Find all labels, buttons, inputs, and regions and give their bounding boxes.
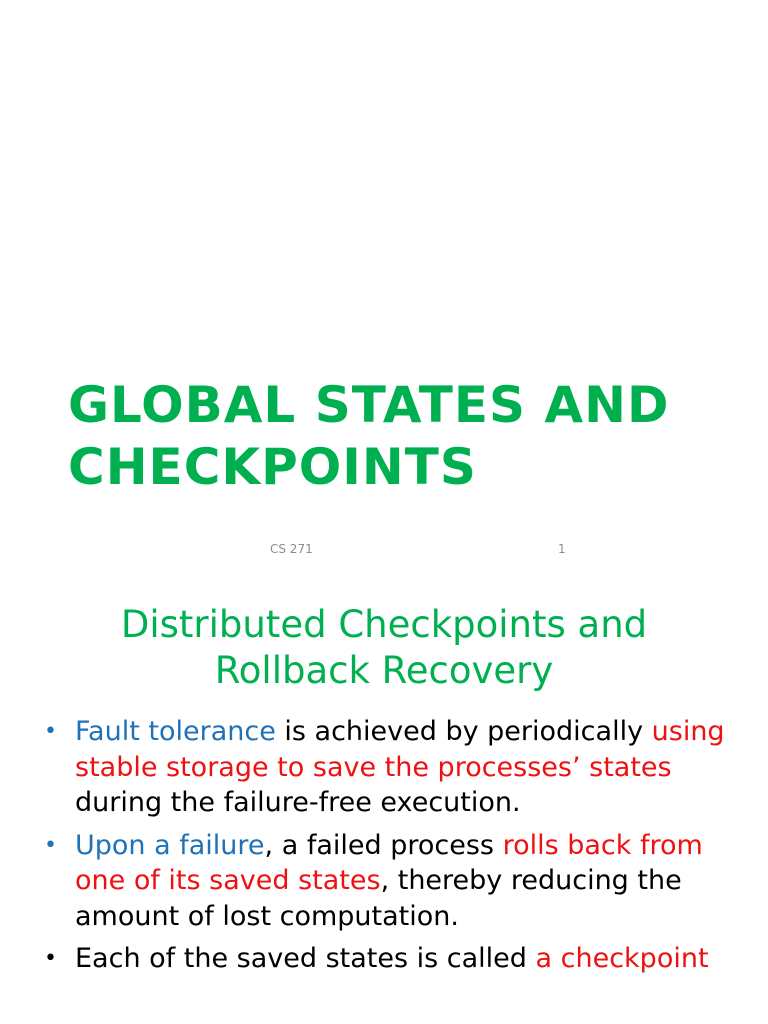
- bullet-item: [0, 714, 768, 821]
- slide-title: [68, 374, 748, 498]
- bullet-dot-icon: •: [44, 832, 57, 858]
- bullet-dot-icon: •: [44, 719, 57, 744]
- bullet-text-segment: a checkpoint: [535, 943, 709, 974]
- bullet-text-segment: using stable storage to save the processes’ states: [75, 716, 725, 783]
- bullet-dot-icon: •: [44, 946, 57, 971]
- footer-course-label: CS 271: [270, 542, 313, 556]
- bullet-text-segment: is achieved by periodically: [275, 716, 652, 747]
- slide-2-title-line-1: Distributed Checkpoints and: [120, 603, 648, 646]
- bullet-text-segment: during the failure-free execution.: [75, 787, 521, 818]
- bullet-list: [0, 714, 768, 984]
- slide-2-title-line-2: Rollback Recovery: [214, 649, 554, 692]
- bullet-text-segment: rolls back from one of its saved states: [75, 829, 703, 896]
- footer-page-number: 1: [558, 542, 566, 556]
- bullet-item: [0, 941, 768, 977]
- bullet-text-segment: , a failed process: [264, 829, 503, 861]
- bullet-text-segment: Each of the saved states is called: [75, 943, 536, 974]
- bullet-text-segment: , thereby reducing the amount of lost computation.: [75, 865, 682, 932]
- slide-title-line-1: GLOBAL STATES AND: [68, 376, 670, 434]
- slide-title-line-2: CHECKPOINTS: [68, 438, 477, 496]
- bullet-item: [0, 828, 768, 935]
- slide-2-title: [0, 602, 768, 694]
- bullet-text-segment: Fault tolerance: [75, 716, 276, 747]
- bullet-text-segment: Upon a failure: [75, 829, 265, 861]
